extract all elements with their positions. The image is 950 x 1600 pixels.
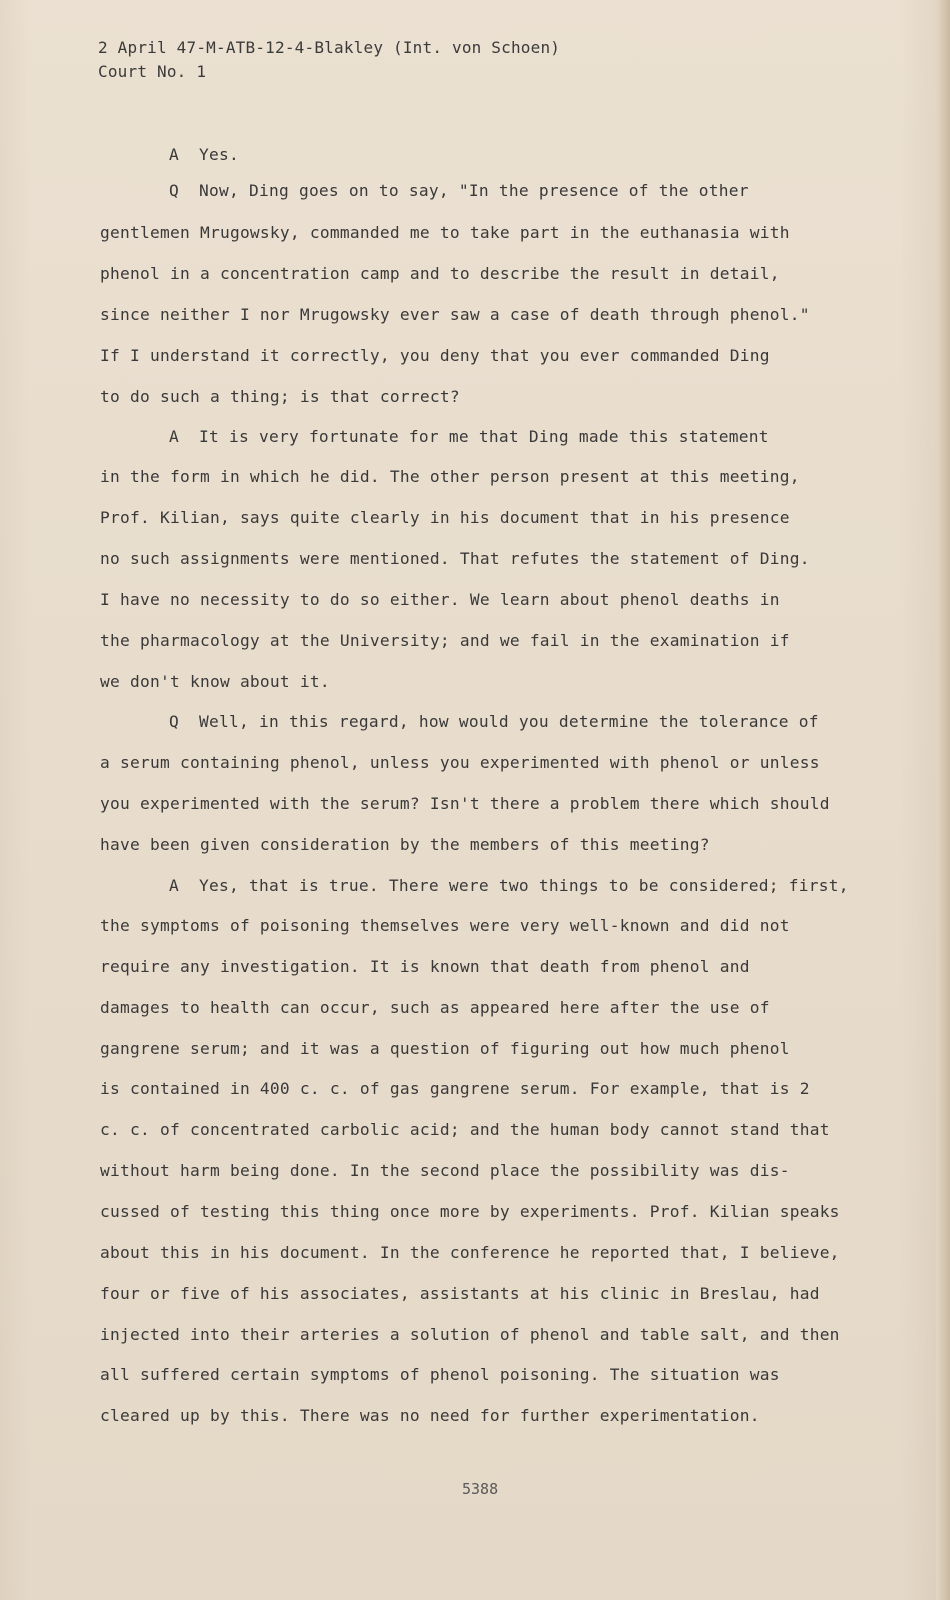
transcript-line: I have no necessity to do so either. We learn about phenol deaths in [100, 590, 780, 609]
transcript-line: injected into their arteries a solution of phenol and table salt, and then [100, 1325, 840, 1344]
transcript-line: the symptoms of poisoning themselves were very well-known and did not [100, 916, 790, 935]
transcript-line: Prof. Kilian, says quite clearly in his document that in his presence [100, 508, 790, 527]
transcript-line: Q Well, in this regard, how would you determine the tolerance of [169, 712, 819, 731]
transcript-line: A Yes, that is true. There were two things to be considered; first, [169, 876, 849, 895]
transcript-line: about this in his document. In the conference he reported that, I believe, [100, 1243, 840, 1262]
transcript-line: four or five of his associates, assistants at his clinic in Breslau, had [100, 1284, 820, 1303]
transcript-line: cleared up by this. There was no need for further experimentation. [100, 1406, 760, 1425]
transcript-line: in the form in which he did. The other person present at this meeting, [100, 467, 800, 486]
document-header [98, 36, 560, 84]
header-court-line: Court No. 1 [98, 62, 207, 81]
transcript-line: If I understand it correctly, you deny that you ever commanded Ding [100, 346, 770, 365]
header-case-line: 2 April 47-M-ATB-12-4-Blakley (Int. von Schoen) [98, 38, 561, 57]
transcript-line: no such assignments were mentioned. That refutes the statement of Ding. [100, 549, 810, 568]
transcript-line: to do such a thing; is that correct? [100, 387, 460, 406]
transcript-line: is contained in 400 c. c. of gas gangrene serum. For example, that is 2 [100, 1079, 810, 1098]
transcript-line: since neither I nor Mrugowsky ever saw a case of death through phenol." [100, 305, 810, 324]
transcript-line: a serum containing phenol, unless you experimented with phenol or unless [100, 753, 820, 772]
transcript-line: we don't know about it. [100, 672, 330, 691]
transcript-line: gentlemen Mrugowsky, commanded me to take part in the euthanasia with [100, 223, 790, 242]
transcript-line: A It is very fortunate for me that Ding made this statement [169, 427, 769, 446]
transcript-line: require any investigation. It is known that death from phenol and [100, 957, 750, 976]
transcript-line: phenol in a concentration camp and to describe the result in detail, [100, 264, 780, 283]
transcript-line: the pharmacology at the University; and we fail in the examination if [100, 631, 790, 650]
transcript-line: A Yes. [169, 145, 239, 164]
transcript-line: c. c. of concentrated carbolic acid; and the human body cannot stand that [100, 1120, 830, 1139]
page-number: 5388 [462, 1480, 499, 1498]
transcript-line: gangrene serum; and it was a question of figuring out how much phenol [100, 1039, 790, 1058]
transcript-line: damages to health can occur, such as appeared here after the use of [100, 998, 770, 1017]
transcript-line: all suffered certain symptoms of phenol poisoning. The situation was [100, 1365, 780, 1384]
transcript-line: Q Now, Ding goes on to say, "In the presence of the other [169, 181, 749, 200]
transcript-line: you experimented with the serum? Isn't there a problem there which should [100, 794, 830, 813]
transcript-line: cussed of testing this thing once more by experiments. Prof. Kilian speaks [100, 1202, 840, 1221]
transcript-line: without harm being done. In the second place the possibility was dis- [100, 1161, 790, 1180]
transcript-line: have been given consideration by the members of this meeting? [100, 835, 710, 854]
page-edge-shadow [936, 0, 950, 1600]
